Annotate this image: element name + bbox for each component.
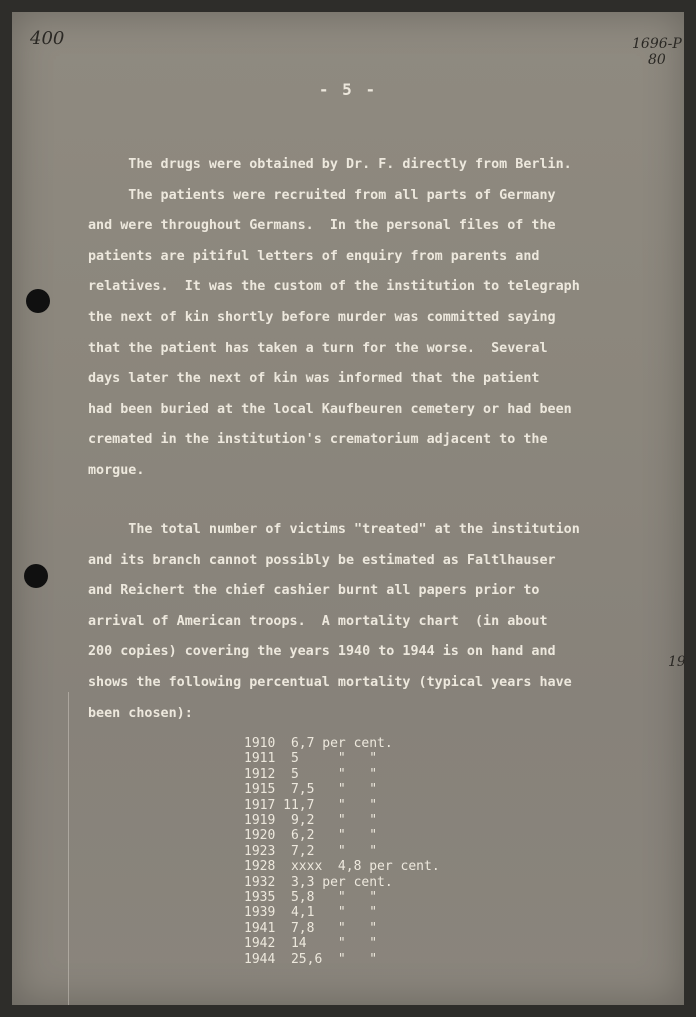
text-line: relatives. It was the custom of the institution to telegraph xyxy=(88,279,580,295)
table-row: 1917 11,7 " " xyxy=(244,797,378,813)
text-line: The patients were recruited from all parts of Germany xyxy=(88,187,556,203)
table-row: 1912 5 " " xyxy=(244,766,378,782)
text-line: shows the following percentual mortality (typical years have xyxy=(88,674,572,690)
text-line: The drugs were obtained by Dr. F. directly from Berlin. xyxy=(88,157,572,172)
text-line: arrival of American troops. A mortality chart (in about xyxy=(88,613,548,629)
table-row: 1915 7,5 " " xyxy=(244,782,378,798)
table-row: 1944 25,6 " " xyxy=(244,951,378,967)
text-line: days later the next of kin was informed that the patient xyxy=(88,371,540,387)
table-row: 1935 5,8 " " xyxy=(244,890,378,906)
reference-line-2: 80 xyxy=(647,52,666,68)
table-row: 1911 5 " " xyxy=(244,751,378,767)
reference-line-1: 1696-P xyxy=(632,36,682,52)
table-row: 1920 6,2 " " xyxy=(244,828,378,844)
text-line: had been buried at the local Kaufbeuren cemetery or had been xyxy=(88,401,572,417)
text-line: and its branch cannot possibly be estimated as Faltlhauser xyxy=(88,552,556,568)
page-number: - 5 - xyxy=(318,80,378,99)
handwritten-margin-note: 19 xyxy=(668,654,686,670)
punch-hole-icon xyxy=(24,564,48,588)
paragraph-1 xyxy=(88,150,678,487)
text-line: that the patient has taken a turn for the worse. Several xyxy=(88,340,548,356)
handwritten-number-top-left: 400 xyxy=(30,28,65,49)
text-line: The total number of victims "treated" at the institution xyxy=(88,522,580,537)
handwritten-reference-top-right xyxy=(632,36,682,68)
text-line: the next of kin shortly before murder was committed saying xyxy=(88,309,556,325)
text-line: patients are pitiful letters of enquiry from parents and xyxy=(88,248,540,264)
paragraph-2 xyxy=(88,515,678,729)
text-line: morgue. xyxy=(88,462,145,478)
mortality-table xyxy=(244,736,440,967)
text-line: 200 copies) covering the years 1940 to 1944 is on hand and xyxy=(88,644,556,660)
text-line: and were throughout Germans. In the personal files of the xyxy=(88,218,556,234)
document-page xyxy=(12,12,684,1005)
table-row: 1928 xxxx 4,8 per cent. xyxy=(244,859,440,875)
text-line: cremated in the institution's crematorium adjacent to the xyxy=(88,432,548,448)
table-row: 1923 7,2 " " xyxy=(244,843,378,859)
table-row: 1942 14 " " xyxy=(244,936,378,952)
table-row: 1910 6,7 per cent. xyxy=(244,736,393,751)
table-row: 1939 4,1 " " xyxy=(244,905,378,921)
table-row: 1941 7,8 " " xyxy=(244,920,378,936)
punch-hole-icon xyxy=(26,289,50,313)
table-row: 1932 3,3 per cent. xyxy=(244,874,393,890)
text-line: and Reichert the chief cashier burnt all papers prior to xyxy=(88,583,540,599)
fold-line xyxy=(68,692,69,1005)
table-row: 1919 9,2 " " xyxy=(244,813,378,829)
text-line: been chosen): xyxy=(88,705,193,721)
